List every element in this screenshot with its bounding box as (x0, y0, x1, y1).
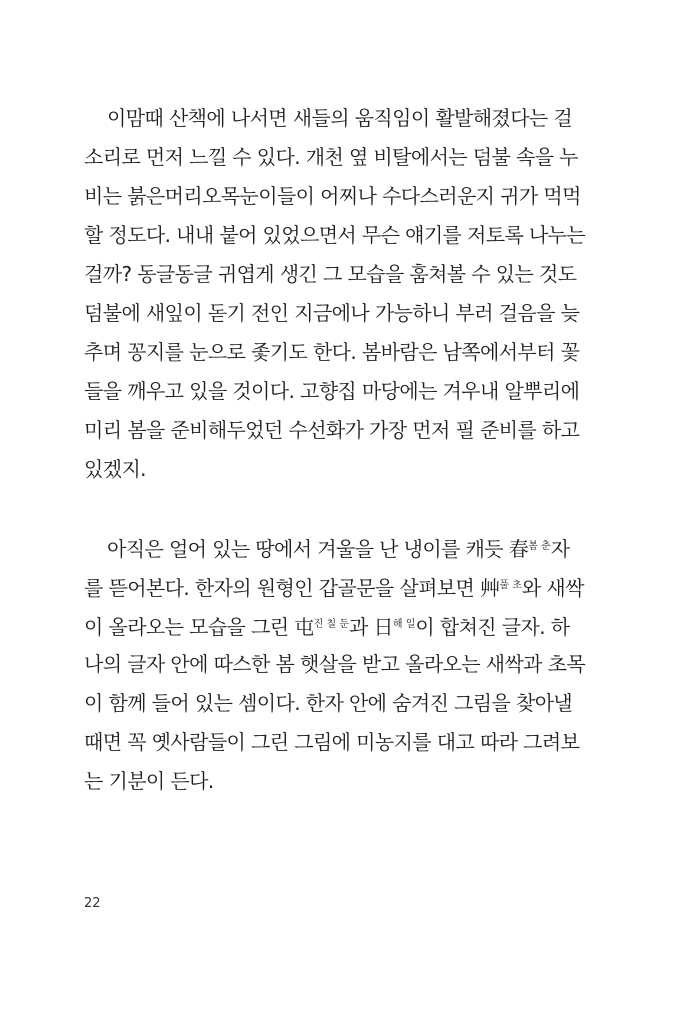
text-line: 있겠지. (84, 457, 146, 481)
text-line (84, 611, 570, 639)
hanja-char: 日 (373, 615, 393, 639)
hanja-reading: 해 일 (392, 619, 416, 630)
hanja-reading: 진 칠 둔 (313, 619, 349, 630)
text-segment: 이 합쳐진 글자. 하 (415, 615, 570, 639)
text-line: 비는 붉은머리오목눈이들이 어찌나 수다스러운지 귀가 먹먹 (84, 184, 581, 208)
text-line: 때면 꼭 옛사람들이 그린 그림에 미농지를 대고 따라 그려보 (84, 730, 580, 754)
text-segment: 아직은 얼어 있는 땅에서 겨울을 난 냉이를 캐듯 (84, 537, 509, 561)
text-line: 할 정도다. 내내 붙어 있었으면서 무슨 얘기를 저토록 나누는 (84, 223, 586, 247)
text-line: 걸까? 동글동글 귀엽게 생긴 그 모습을 훔쳐볼 수 있는 것도 (84, 262, 577, 286)
text-segment: 자 (550, 537, 570, 561)
text-line: 이맘때 산책에 나서면 새들의 움직임이 활발해졌다는 걸 (84, 106, 573, 130)
text-segment: 이 올라오는 모습을 그린 (84, 615, 295, 639)
text-segment: 를 뜯어본다. 한자의 원형인 갑골문을 살펴보면 (84, 576, 480, 600)
text-line: 소리로 먼저 느낄 수 있다. 개천 옆 비탈에서는 덤불 속을 누 (84, 145, 578, 169)
text-line: 는 기분이 든다. (84, 769, 214, 793)
text-line (84, 572, 584, 600)
text-line: 덤불에 새잎이 돋기 전인 지금에나 가능하니 부러 걸음을 늦 (84, 301, 580, 325)
page-number: 22 (84, 896, 101, 911)
text-segment: 와 새싹 (521, 576, 584, 600)
text-line: 들을 깨우고 있을 것이다. 고향집 마당에는 겨우내 알뿌리에 (84, 379, 580, 403)
text-line (84, 533, 570, 561)
hanja-char: 春 (508, 537, 529, 561)
text-line: 나의 글자 안에 따스한 봄 햇살을 받고 올라오는 새싹과 초목 (84, 652, 586, 676)
hanja-reading: 봄 춘 (528, 541, 551, 552)
text-line: 추며 꽁지를 눈으로 좇기도 한다. 봄바람은 남쪽에서부터 꽃 (84, 340, 580, 364)
hanja-char: 艸 (479, 576, 500, 600)
hanja-char: 屯 (294, 615, 314, 639)
hanja-reading: 풀 초 (499, 580, 522, 591)
text-segment: 과 (348, 615, 374, 639)
text-line: 이 함께 들어 있는 셈이다. 한자 안에 숨겨진 그림을 찾아낼 (84, 691, 573, 715)
text-line: 미리 봄을 준비해두었던 수선화가 가장 먼저 필 준비를 하고 (84, 418, 580, 442)
